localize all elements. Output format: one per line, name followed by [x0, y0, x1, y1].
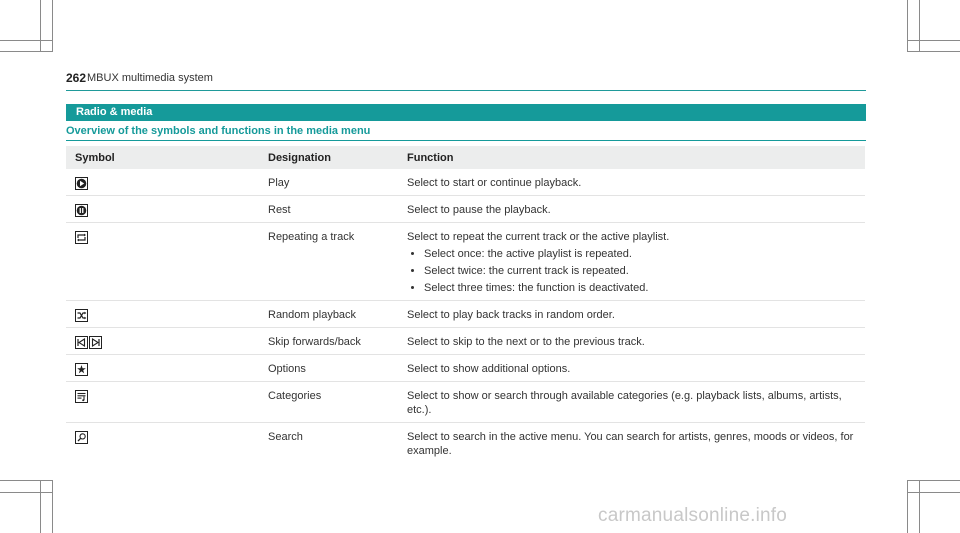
categories-icon: [75, 390, 88, 403]
crop-mark: [40, 0, 41, 52]
crop-mark: [907, 0, 908, 52]
pause-icon: [75, 204, 88, 217]
watermark: carmanualsonline.info: [598, 505, 788, 526]
crop-mark: [907, 51, 960, 52]
list-item: • Select three times: the function is deactivated.: [424, 281, 865, 295]
function-cell: Select to show or search through available categories (e.g. playback lists, albums, artists, etc.).: [398, 382, 865, 423]
table-header-row: [66, 146, 865, 169]
section-title: Radio & media: [76, 106, 153, 118]
function-cell: Select to show additional options.: [398, 355, 865, 382]
table-row: [66, 301, 865, 328]
crop-mark: [0, 51, 53, 52]
header-divider: [66, 90, 866, 91]
list-item: • Select once: the active playlist is repeated.: [424, 247, 865, 261]
table-row: [66, 169, 865, 196]
designation-cell: Options: [259, 355, 398, 382]
function-cell: Select to skip to the next or to the previous track.: [398, 328, 865, 355]
designation-cell: Repeating a track: [259, 223, 398, 301]
crop-mark: [0, 480, 53, 481]
designation-cell: Rest: [259, 196, 398, 223]
crop-mark: [52, 480, 53, 533]
search-icon: [75, 431, 88, 444]
designation-cell: Skip forwards/back: [259, 328, 398, 355]
function-cell: Select to pause the playback.: [398, 196, 865, 223]
crop-mark: [907, 480, 960, 481]
symbols-table: [66, 146, 865, 463]
section-band: [66, 104, 866, 121]
bullet-list: [407, 247, 865, 295]
designation-cell: Random playback: [259, 301, 398, 328]
crop-mark: [0, 492, 53, 493]
subsection-title: Overview of the symbols and functions in the media menu: [66, 125, 371, 137]
designation-cell: Categories: [259, 382, 398, 423]
shuffle-icon: [75, 309, 88, 322]
list-item: • Select twice: the current track is repeated.: [424, 264, 865, 278]
crop-mark: [52, 0, 53, 52]
play-icon: [75, 177, 88, 190]
function-cell: Select to repeat the current track or the active playlist.: [407, 231, 670, 243]
function-cell: Select to play back tracks in random order.: [398, 301, 865, 328]
designation-cell: Play: [259, 169, 398, 196]
column-header-designation: Designation: [259, 146, 398, 169]
designation-cell: Search: [268, 431, 303, 443]
table-row: [66, 382, 865, 423]
function-cell: Select to search in the active menu. You can search for artists, genres, moods or videos, for example.: [407, 431, 854, 457]
repeat-icon: [75, 231, 88, 244]
crop-mark: [40, 480, 41, 533]
crop-mark: [0, 40, 53, 41]
crop-mark: [919, 480, 920, 533]
crop-mark: [907, 492, 960, 493]
table-row: [66, 355, 865, 382]
table-row: [66, 328, 865, 355]
page-number: 262: [66, 71, 87, 85]
function-cell: Select to start or continue playback.: [398, 169, 865, 196]
column-header-symbol: Symbol: [66, 146, 259, 169]
column-header-function: Function: [398, 146, 865, 169]
subsection-divider: [66, 140, 866, 141]
page-title: MBUX multimedia system: [87, 72, 213, 84]
crop-mark: [907, 40, 960, 41]
star-icon: [75, 363, 88, 376]
table-row: [66, 423, 865, 464]
crop-mark: [919, 0, 920, 52]
table-row: [66, 196, 865, 223]
crop-mark: [907, 480, 908, 533]
skip-back-forward-icon: [75, 336, 130, 349]
table-row: [66, 223, 865, 301]
